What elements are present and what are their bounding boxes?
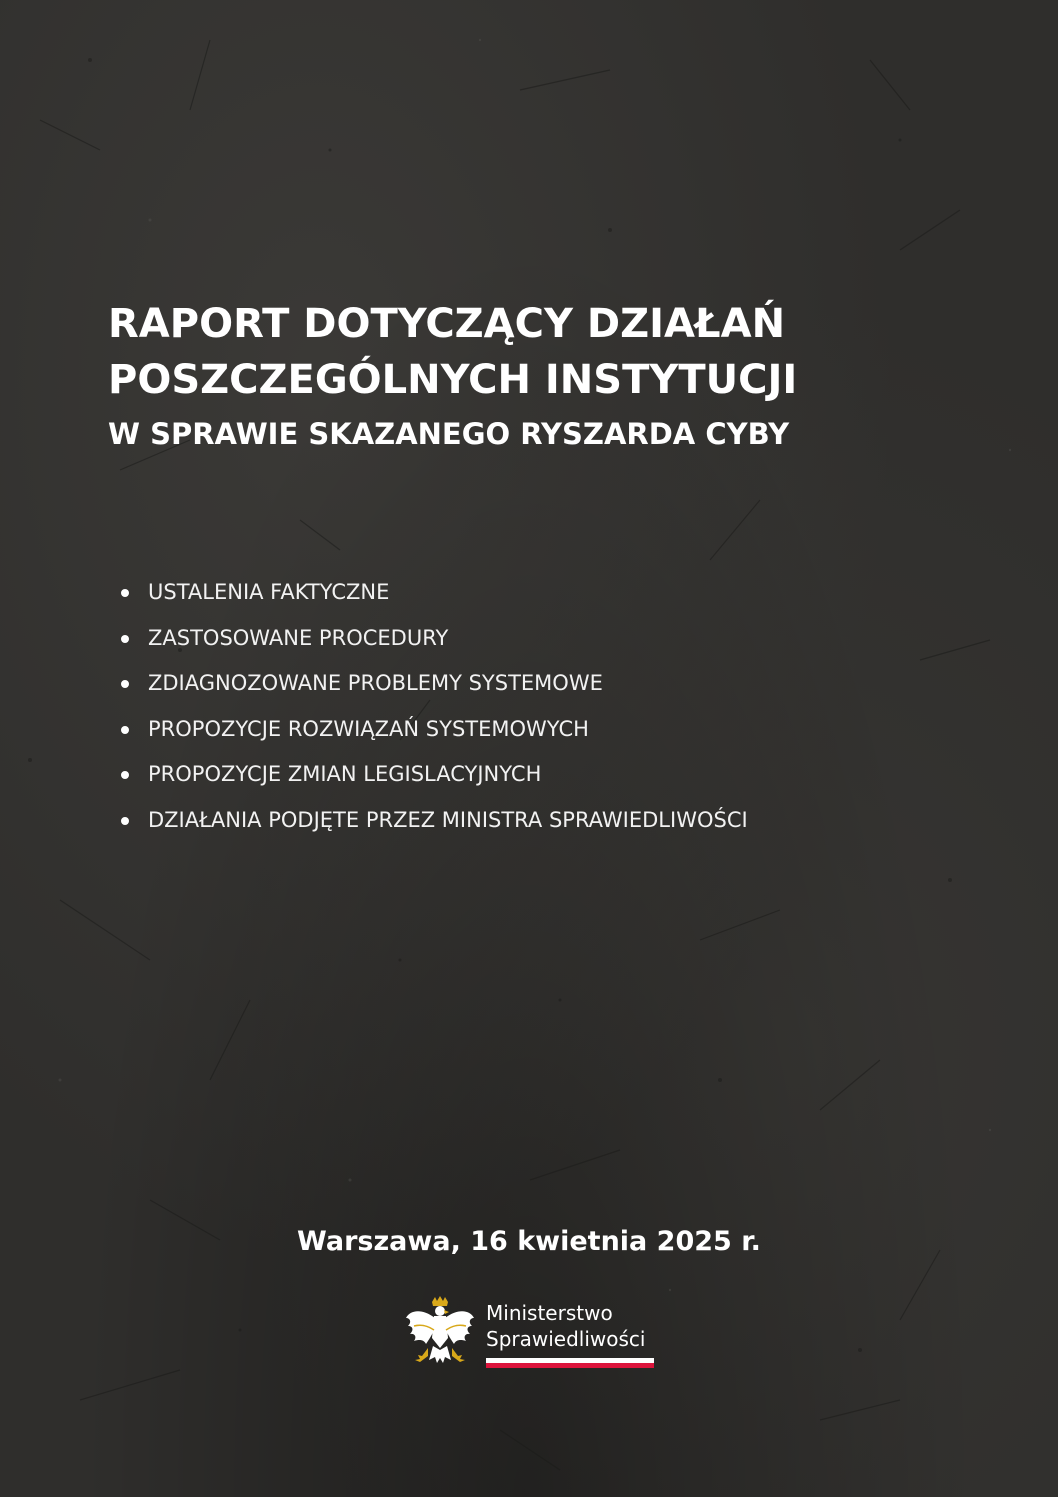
list-item-label: PROPOZYCJE ROZWIĄZAŃ SYSTEMOWYCH xyxy=(148,716,589,741)
list-item xyxy=(118,661,938,707)
list-item-label: ZDIAGNOZOWANE PROBLEMY SYSTEMOWE xyxy=(148,671,603,695)
flag-red-band xyxy=(486,1363,654,1368)
bullet-icon xyxy=(121,635,129,643)
list-item xyxy=(118,798,938,844)
bullet-icon xyxy=(121,817,129,825)
list-item xyxy=(118,616,938,662)
list-item-label: DZIAŁANIA PODJĘTE PRZEZ MINISTRA SPRAWIEDLIWOŚCI xyxy=(148,807,748,832)
bullet-icon xyxy=(121,771,129,779)
title-subtitle: W SPRAWIE SKAZANEGO RYSZARDA CYBY xyxy=(108,417,790,451)
ministry-name-line-2: Sprawiedliwości xyxy=(486,1327,646,1351)
polish-flag-stripe xyxy=(486,1358,654,1368)
report-title xyxy=(108,296,1008,456)
white-eagle-emblem-icon xyxy=(404,1296,476,1376)
list-item-label: ZASTOSOWANE PROCEDURY xyxy=(148,625,449,650)
ministry-logo xyxy=(404,1296,664,1376)
list-item-label: PROPOZYCJE ZMIAN LEGISLACYJNYCH xyxy=(148,762,542,786)
title-line-2: POSZCZEGÓLNYCH INSTYTUCJI xyxy=(108,357,798,403)
ministry-name xyxy=(486,1300,645,1352)
bullet-icon xyxy=(121,726,129,734)
bullet-icon xyxy=(121,680,129,688)
topics-list xyxy=(118,570,938,843)
bullet-icon xyxy=(121,589,129,597)
list-item xyxy=(118,707,938,753)
dateline: Warszawa, 16 kwietnia 2025 r. xyxy=(297,1226,761,1257)
list-item xyxy=(118,570,938,616)
ministry-name-line-1: Ministerstwo xyxy=(486,1301,613,1325)
list-item-label: USTALENIA FAKTYCZNE xyxy=(148,580,390,604)
title-line-1: RAPORT DOTYCZĄCY DZIAŁAŃ xyxy=(108,301,786,347)
list-item xyxy=(118,752,938,798)
